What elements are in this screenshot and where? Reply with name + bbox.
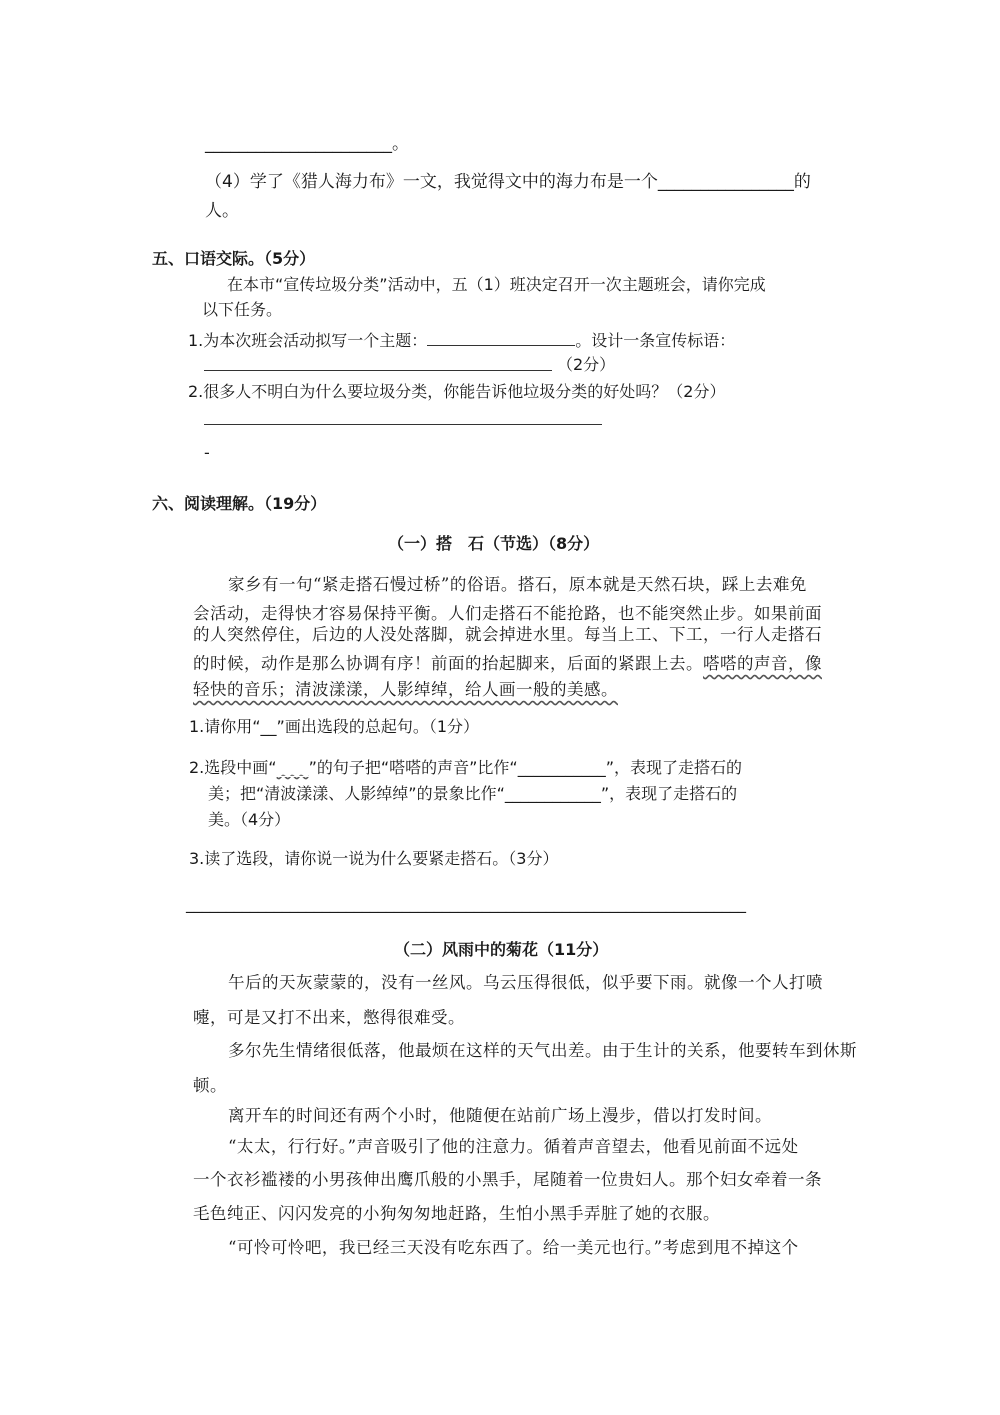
passage2-line7: 一个衣衫褴褛的小男孩伸出鹰爪般的小黑手，尾随着一位贵妇人。那个妇女牵着一条: [193, 1170, 822, 1189]
passage1-line3: 的人突然停住，后边的人没处落脚，就会掉进水里。每当上工、下工，一行人走搭石: [193, 625, 822, 644]
section5-q1-text-a: 1.为本次班会活动拟写一个主题：: [188, 331, 428, 350]
passage1-line5-wavy: 轻快的音乐；清波漾漾，人影绰绰，给人画一般的美感。: [193, 680, 618, 699]
passage1-line4-wavy: 嗒嗒的声音，像: [703, 654, 822, 673]
slogan-blank[interactable]: [204, 370, 552, 371]
passage1-q3: 3.读了选段，请你说一说为什么要紧走搭石。（3分）: [189, 849, 559, 868]
passage1-title: （一）搭 石（节选）（8分）: [388, 534, 600, 553]
section5-q1-text-b: 。设计一条宣传标语：: [575, 331, 736, 350]
q3-answer-blank: ______________________。: [205, 134, 409, 154]
passage2-line2: 嚏，可是又打不出来，憋得很难受。: [193, 1008, 465, 1027]
section5-q2: 2.很多人不明白为什么要垃圾分类，你能告诉他垃圾分类的好处吗？（2分）: [188, 382, 726, 401]
passage2-title: （二）风雨中的菊花（11分）: [394, 940, 609, 959]
passage1-q2-line1-a: 2.选段中画“: [189, 758, 277, 777]
section6-title: 六、阅读理解。（19分）: [152, 494, 327, 513]
passage1-line5: [193, 676, 618, 700]
passage2-line4: 顿。: [193, 1076, 227, 1095]
passage2-line5: 离开车的时间还有两个小时，他随便在站前广场上漫步，借以打发时间。: [228, 1106, 772, 1125]
passage1-line1: 家乡有一句“紧走搭石慢过桥”的俗语。搭石，原本就是天然石块，踩上去难免: [228, 575, 807, 594]
section5-q1: [188, 329, 735, 352]
passage1-line4: [193, 650, 822, 674]
passage1-line4-a: 的时候，动作是那么协调有序！前面的抬起脚来，后面的紧跟上去。: [193, 654, 703, 673]
passage2-line8: 毛色纯正、闪闪发亮的小狗匆匆地赶路，生怕小黑手弄脏了她的衣服。: [193, 1204, 720, 1223]
passage2-line9: “可怜可怜吧，我已经三天没有吃东西了。给一美元也行。”考虑到甩不掉这个: [228, 1238, 799, 1257]
stray-mark: -: [204, 443, 210, 462]
section5-title: 五、口语交际。（5分）: [152, 249, 316, 268]
passage1-line2: 会活动，走得快才容易保持平衡。人们走搭石不能抢路，也不能突然止步。如果前面: [193, 604, 822, 623]
theme-blank[interactable]: [427, 329, 575, 346]
passage1-q1: 1.请你用“__”画出选段的总起句。（1分）: [189, 717, 480, 736]
section5-q2-answer-line[interactable]: [204, 424, 602, 425]
passage1-q2-line1-b: ”的句子把“嗒嗒的声音”比作“___________”，表现了走搭石的: [308, 758, 743, 777]
passage2-line1: 午后的天灰蒙蒙的，没有一丝风。乌云压得很低，似乎要下雨。就像一个人打喷: [228, 973, 823, 992]
section5-intro-line2: 以下任务。: [202, 300, 283, 319]
passage1-q2-line2: 美；把“清波漾漾、人影绰绰”的景象比作“____________”，表现了走搭石的: [208, 784, 738, 803]
passage1-q2-line1: [189, 757, 742, 779]
section5-intro-line1: 在本市“宣传垃圾分类”活动中，五（1）班决定召开一次主题班会，请你完成: [227, 275, 766, 294]
q4-item4-line2: 人。: [205, 201, 239, 221]
q4-item4-line1: （4）学了《猎人海力布》一文，我觉得文中的海力布是一个________________的: [205, 172, 811, 192]
passage1-q2-line3: 美。（4分）: [208, 810, 291, 829]
passage2-line3: 多尔先生情绪很低落，他最烦在这样的天气出差。由于生计的关系，他要转车到休斯: [228, 1041, 857, 1060]
wavy-line-mark: ____: [276, 758, 309, 777]
section5-q1-score: （2分）: [557, 355, 616, 374]
passage1-q3-answer-line[interactable]: ______________________________________________________________________: [186, 894, 746, 913]
passage2-line6: “太太，行行好。”声音吸引了他的注意力。循着声音望去，他看见前面不远处: [228, 1137, 799, 1156]
